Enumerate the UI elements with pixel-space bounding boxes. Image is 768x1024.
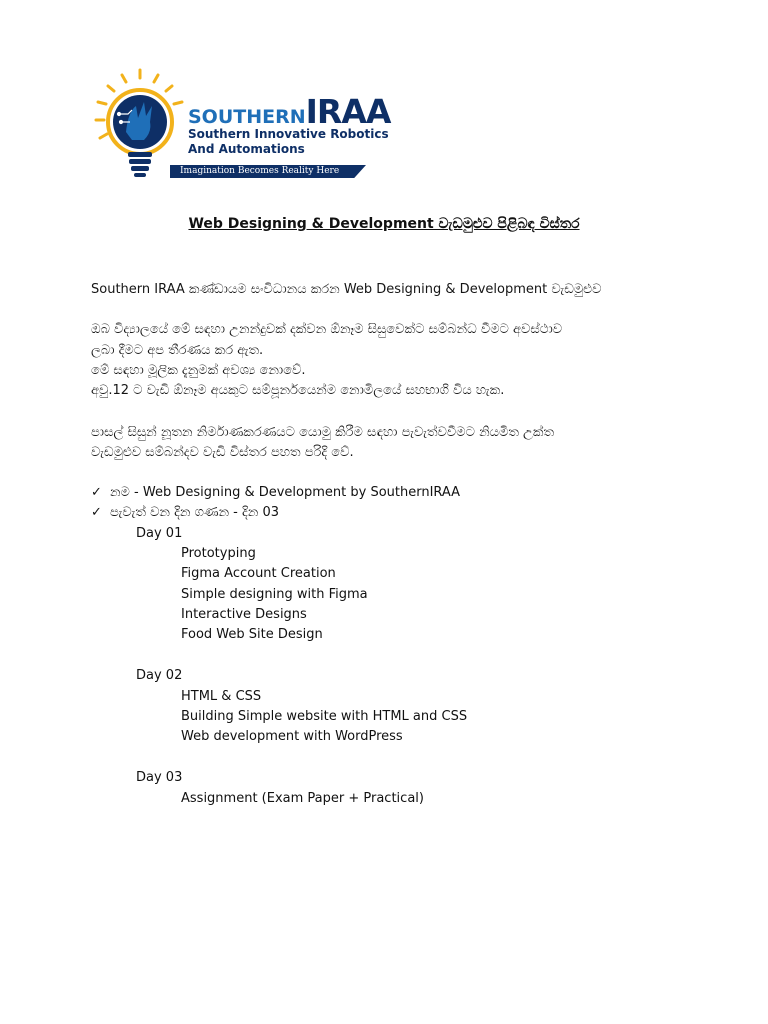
intro-line: Southern IRAA කණ්ඩායම සංවිධානය කරන Web Designing & Development වැඩමුළුව <box>91 282 602 297</box>
day1-topic: Interactive Designs <box>181 607 307 622</box>
day-heading-1: Day 01 <box>136 526 183 541</box>
checkmark-icon: ✓ <box>91 505 102 520</box>
checklist-item-name-text: නම - Web Designing & Development by SouthernIRAA <box>110 485 461 500</box>
document-title: Web Designing & Development වැඩමුළුව පිළිබඳ විස්තර <box>188 216 580 232</box>
day2-topic: Building Simple website with HTML and CSS <box>181 709 468 724</box>
day3-topic: Assignment (Exam Paper + Practical) <box>181 791 424 806</box>
day-heading-2: Day 02 <box>136 668 183 683</box>
logo-wordmark <box>188 92 390 131</box>
day2-topic: HTML & CSS <box>181 689 262 704</box>
day2-topic: Web development with WordPress <box>181 729 403 744</box>
day1-topic: Simple designing with Figma <box>181 587 368 602</box>
paragraph1-line2: ලබා දීමට අප තීරණය කර ඇත. <box>91 343 264 358</box>
checkmark-icon: ✓ <box>91 485 102 500</box>
day-heading-3: Day 03 <box>136 770 183 785</box>
logo-word-iraa: IRAA <box>305 92 391 131</box>
logo-subtitle-line1: Southern Innovative Robotics <box>188 127 389 141</box>
day1-topic: Prototyping <box>181 546 256 561</box>
paragraph1-line4: අවු.12 ට වැඩි ඕනෑම අයකුට සම්පූර්නයෙන්ම නොමිලයේ සහභාගි විය හැක. <box>91 383 505 398</box>
southern-iraa-logo <box>92 66 391 184</box>
paragraph2-line1: පාසල් සිසුන් නූතන නිර්මාණකරණයට යොමු කිරීම සඳහා පැවැත්වවීමට නියමිත උක්ත <box>91 425 555 440</box>
logo-tagline: Imagination Becomes Reality Here <box>180 166 340 176</box>
checklist-item-name <box>91 483 460 502</box>
logo-subtitle-line2: And Automations <box>188 142 305 156</box>
checklist-item-days-text: පැවැත් වන දින ගණන - දින 03 <box>110 505 279 520</box>
paragraph2-line2: වැඩමුළුව සම්බන්දව වැඩි විස්තර පහත පරිදි වේ. <box>91 445 354 460</box>
day1-topic: Food Web Site Design <box>181 627 323 642</box>
paragraph1-line3: මේ සඳහා මූලික දැනුමක් අවශ්‍ය නොවේ. <box>91 363 306 378</box>
day1-topic: Figma Account Creation <box>181 566 336 581</box>
paragraph1-line1: ඔබ විද්‍යාලයේ මේ සඳහා උනන්දුවක් දක්වන ඕනෑම සිසුවෙක්ට සම්බන්ධ වීමට අවස්ථාව <box>91 322 563 337</box>
logo-word-southern: SOUTHERN <box>188 106 306 128</box>
checklist-item-days <box>91 503 279 522</box>
